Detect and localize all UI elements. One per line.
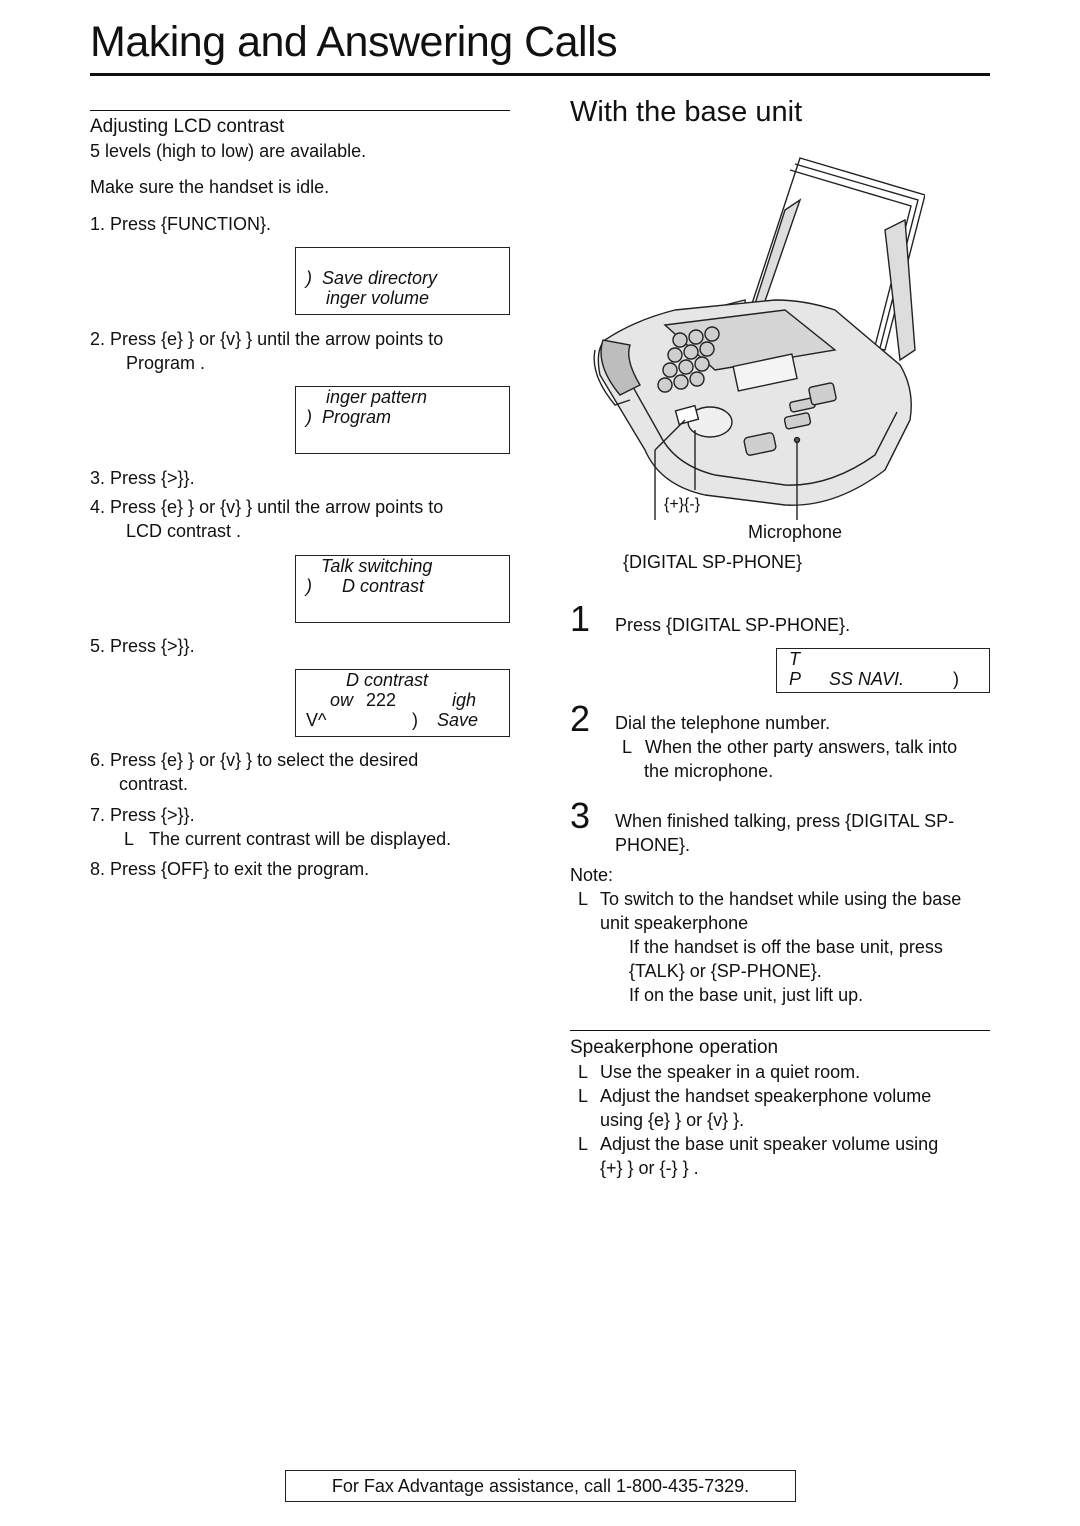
step-6-cont: contrast. (119, 774, 189, 794)
sp-text-2-cont: using {e} } or {v} }. (600, 1110, 745, 1130)
step-8: 8. Press {OFF} to exit the program. (90, 859, 370, 879)
note-text-1: To switch to the handset while using the base (600, 889, 962, 909)
lcd4-high: igh (452, 690, 477, 710)
note-text-4: {TALK} or {SP-PHONE}. (629, 961, 822, 981)
sp-text-3: Adjust the base unit speaker volume using (600, 1134, 939, 1154)
section-rule-lcd (90, 110, 510, 111)
sp-text-2: Adjust the handset speakerphone volume (600, 1086, 932, 1106)
lcd-base-navi: SS NAVI. (829, 669, 905, 689)
fax-machine-illustration (585, 150, 925, 520)
step-7-bullet: L (124, 829, 135, 849)
lcd1-line2: inger volume (306, 288, 430, 308)
step-3: 3. Press {>}}. (90, 468, 195, 488)
lcd4-pointer: ) (412, 710, 418, 730)
note-text-5: If on the base unit, just lift up. (629, 985, 864, 1005)
lcd-base-p: P (789, 669, 802, 689)
sp-bullet-2: L (578, 1086, 589, 1106)
step-5: 5. Press {>}}. (90, 636, 195, 656)
right-step-3: When finished talking, press {DIGITAL SP- (615, 811, 955, 831)
microphone-label: Microphone (748, 522, 843, 542)
step-4: 4. Press {e} } or {v} } until the arrow points to (90, 497, 444, 517)
note-text-2: unit speakerphone (600, 913, 749, 933)
step-2-target: Program . (126, 353, 206, 373)
lcd-display-base (776, 648, 990, 693)
step-2-note-cont: the microphone. (644, 761, 774, 781)
digital-sp-phone-label: {DIGITAL SP-PHONE} (623, 552, 803, 572)
step-num-2: 2 (570, 698, 591, 739)
lcd-display-2 (295, 386, 510, 454)
section-rule-speaker (570, 1030, 990, 1031)
sp-text-3-cont: {+} } or {-} } . (600, 1158, 699, 1178)
lcd-contrast-heading: Adjusting LCD contrast (90, 116, 285, 137)
lcd4-low: ow (330, 690, 354, 710)
footer-assistance: For Fax Advantage assistance, call 1-800-435-7329. (285, 1470, 796, 1502)
volume-keys-label: {+}{-} (664, 496, 701, 513)
step-num-3: 3 (570, 795, 591, 836)
step-7: 7. Press {>}}. (90, 805, 195, 825)
lcd1-line1: ) Save directory (306, 268, 438, 288)
step-2-bullet: L (622, 737, 633, 757)
title-rule (90, 73, 990, 76)
step-7-note: The current contrast will be displayed. (149, 829, 452, 849)
speakerphone-heading: Speakerphone operation (570, 1037, 779, 1058)
lcd-base-pointer: ) (953, 669, 959, 689)
lcd2-line1: inger pattern (306, 387, 428, 407)
sp-bullet-3: L (578, 1134, 589, 1154)
note-label: Note: (570, 865, 614, 885)
step-1: 1. Press {FUNCTION}. (90, 214, 272, 234)
sp-text-1: Use the speaker in a quiet room. (600, 1062, 861, 1082)
right-step-2: Dial the telephone number. (615, 713, 831, 733)
step-num-1: 1 (570, 598, 591, 639)
lcd-base-line1: T (789, 649, 800, 669)
lcd2-line2: ) Program (306, 407, 392, 427)
step-2: 2. Press {e} } or {v} } until the arrow points to (90, 329, 444, 349)
lcd-display-3 (295, 555, 510, 623)
lcd-display-1 (295, 247, 510, 315)
note-text-3: If the handset is off the base unit, press (629, 937, 943, 957)
precondition-text: Make sure the handset is idle. (90, 177, 330, 197)
right-step-1: Press {DIGITAL SP-PHONE}. (615, 615, 851, 635)
lcd4-save: Save (437, 710, 479, 730)
lcd4-arrows: V^ (306, 710, 327, 730)
page-title: Making and Answering Calls (90, 18, 618, 66)
note-bullet: L (578, 889, 589, 909)
step-6: 6. Press {e} } or {v} } to select the desired (90, 750, 419, 770)
lcd3-line1: Talk switching (306, 556, 433, 576)
lcd-display-4 (295, 669, 510, 737)
lcd3-line2: ) D contrast (306, 576, 425, 596)
lcd4-line1: D contrast (346, 670, 429, 690)
step-4-target: LCD contrast . (126, 521, 242, 541)
sp-bullet-1: L (578, 1062, 589, 1082)
levels-intro: 5 levels (high to low) are available. (90, 141, 367, 161)
base-unit-heading: With the base unit (570, 96, 803, 128)
right-step-3-cont: PHONE}. (615, 835, 691, 855)
step-2-note: When the other party answers, talk into (645, 737, 958, 757)
lcd4-level-bar: 222 (366, 690, 397, 710)
